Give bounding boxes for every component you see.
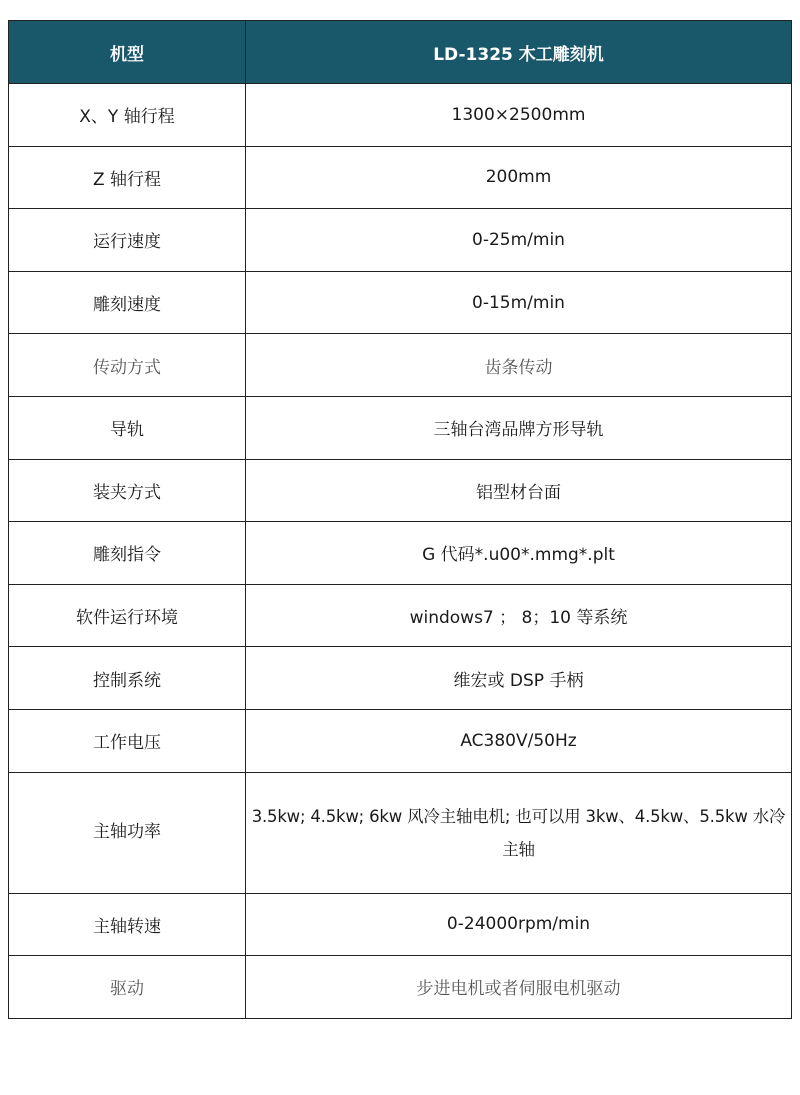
- spec-label-drive: 驱动: [9, 956, 246, 1019]
- spec-table: [8, 20, 792, 1019]
- spec-value-running-speed: 0-25m/min: [246, 209, 792, 272]
- spec-label-software-env: 软件运行环境: [9, 584, 246, 647]
- spec-label-xy-travel: X、Y 轴行程: [9, 84, 246, 147]
- spec-value-spindle-speed: 0-24000rpm/min: [246, 893, 792, 956]
- table-row: [9, 396, 792, 459]
- table-row: [9, 893, 792, 956]
- spec-label-command: 雕刻指令: [9, 522, 246, 585]
- spec-value-software-env: windows7 ； 8；10 等系统: [246, 584, 792, 647]
- table-row: [9, 772, 792, 893]
- spec-label-guide-rail: 导轨: [9, 396, 246, 459]
- spec-value-xy-travel: 1300×2500mm: [246, 84, 792, 147]
- header-label-cell: 机型: [9, 21, 246, 84]
- spec-value-transmission: 齿条传动: [246, 334, 792, 397]
- spec-value-drive: 步进电机或者伺服电机驱动: [246, 956, 792, 1019]
- spec-label-z-travel: Z 轴行程: [9, 146, 246, 209]
- table-row: [9, 334, 792, 397]
- spec-value-spindle-power: 3.5kw; 4.5kw; 6kw 风冷主轴电机; 也可以用 3kw、4.5kw、5.5kw 水冷主轴: [246, 772, 792, 893]
- spec-label-spindle-power: 主轴功率: [9, 772, 246, 893]
- spec-value-control-system: 维宏或 DSP 手柄: [246, 647, 792, 710]
- table-row: [9, 84, 792, 147]
- spec-label-running-speed: 运行速度: [9, 209, 246, 272]
- table-row: [9, 956, 792, 1019]
- table-row: [9, 146, 792, 209]
- spec-label-control-system: 控制系统: [9, 647, 246, 710]
- table-header-row: [9, 21, 792, 84]
- spec-label-engraving-speed: 雕刻速度: [9, 271, 246, 334]
- table-row: [9, 271, 792, 334]
- spec-value-command: G 代码*.u00*.mmg*.plt: [246, 522, 792, 585]
- spec-value-z-travel: 200mm: [246, 146, 792, 209]
- table-row: [9, 459, 792, 522]
- header-value-cell: LD-1325 木工雕刻机: [246, 21, 792, 84]
- spec-label-transmission: 传动方式: [9, 334, 246, 397]
- spec-label-clamping: 装夹方式: [9, 459, 246, 522]
- table-row: [9, 209, 792, 272]
- spec-value-clamping: 铝型材台面: [246, 459, 792, 522]
- table-row: [9, 709, 792, 772]
- spec-label-spindle-speed: 主轴转速: [9, 893, 246, 956]
- table-row: [9, 584, 792, 647]
- spec-value-voltage: AC380V/50Hz: [246, 709, 792, 772]
- spec-value-engraving-speed: 0-15m/min: [246, 271, 792, 334]
- spec-label-voltage: 工作电压: [9, 709, 246, 772]
- table-row: [9, 647, 792, 710]
- table-row: [9, 522, 792, 585]
- spec-value-guide-rail: 三轴台湾品牌方形导轨: [246, 396, 792, 459]
